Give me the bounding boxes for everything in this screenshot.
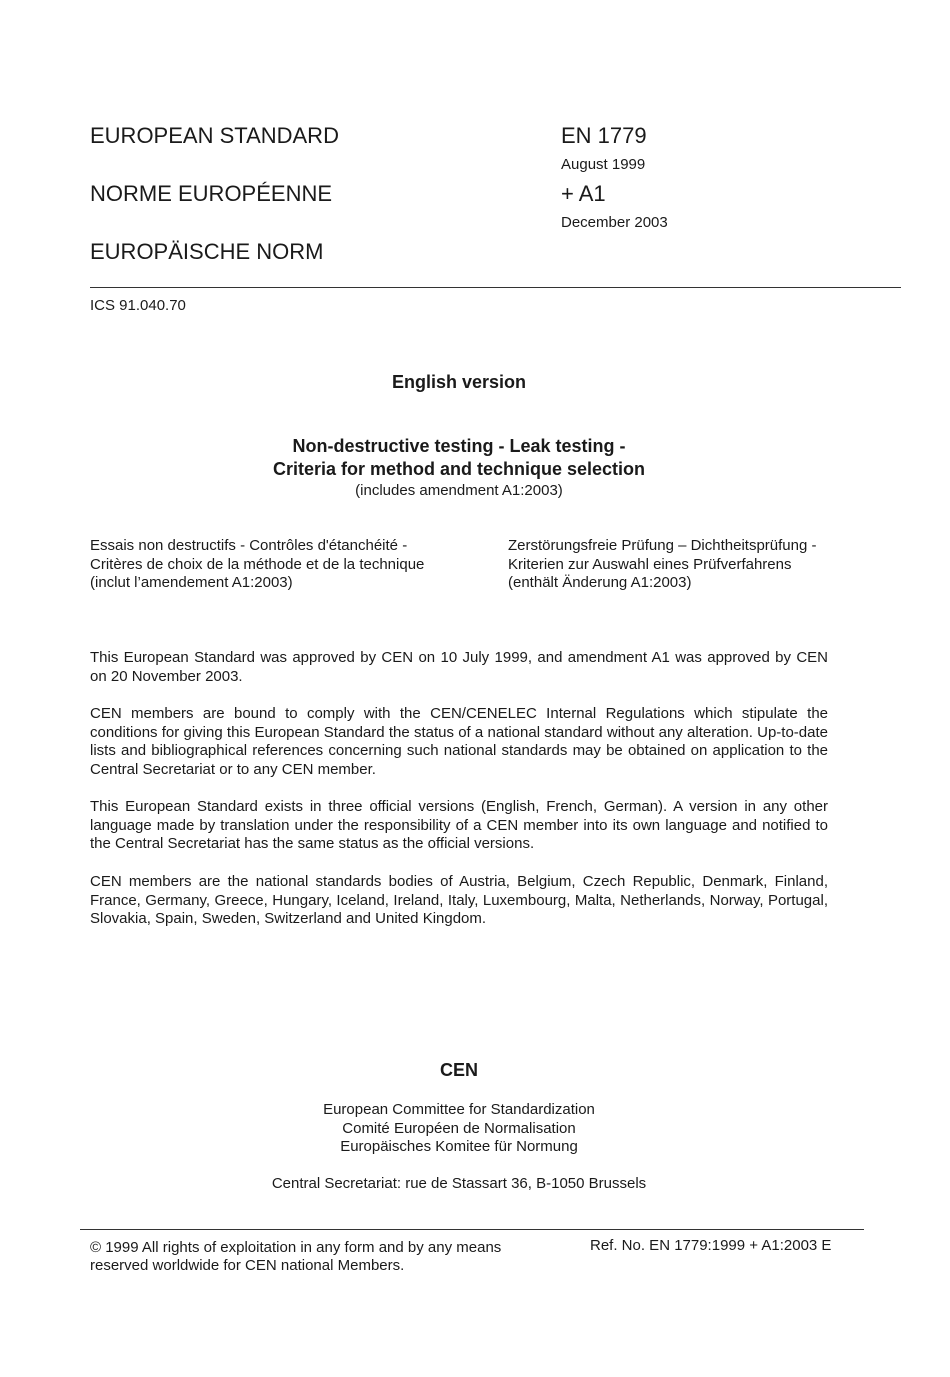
title-german: EUROPÄISCHE NORM <box>90 239 324 264</box>
amendment-label: + A1 <box>561 181 606 206</box>
amendment-date: December 2003 <box>561 214 668 231</box>
compliance-paragraph: CEN members are bound to comply with the CEN/CENELEC Internal Regulations which stipulate the conditions for giving this European Standard the status of a national standard without any alteration. Up-to-date lists and bibliographical references concerning such national standards may be obtained on application to the Central Secretariat or to any CEN member. <box>90 705 828 778</box>
french-title-line: Essais non destructifs - Contrôles d'étanchéité - <box>90 537 408 554</box>
footer-divider <box>80 1229 864 1230</box>
version-label: English version <box>391 372 527 392</box>
standard-number: EN 1779 <box>561 123 647 148</box>
cen-name-german: Europäisches Komitee für Normung <box>340 1138 578 1155</box>
ics-code: ICS 91.040.70 <box>90 297 186 314</box>
copyright-line: © 1999 All rights of exploitation in any form and by any means <box>90 1239 502 1256</box>
amendment-note: (includes amendment A1:2003) <box>355 482 563 499</box>
french-title-line: Critères de choix de la méthode et de la technique <box>90 555 425 573</box>
german-title-line: (enthält Änderung A1:2003) <box>508 574 692 592</box>
french-title-line: (inclut l’amendement A1:2003) <box>90 574 293 592</box>
cen-name-french: Comité Européen de Normalisation <box>342 1120 576 1137</box>
standard-date: August 1999 <box>561 156 646 173</box>
members-paragraph: CEN members are the national standards bodies of Austria, Belgium, Czech Republic, Denmark, Finland, France, Germany, Greece, Hungary, Iceland, Ireland, Italy, Luxembourg, Malta, Netherlands, Norway, Portugal, Slovakia, Spain, Sweden, Switzerland and United Kingdom. <box>90 873 828 928</box>
german-title-block <box>508 537 817 593</box>
title-english: EUROPEAN STANDARD <box>90 123 339 148</box>
approval-paragraph: This European Standard was approved by CEN on 10 July 1999, and amendment A1 was approved by CEN on 20 November 2003. <box>90 649 828 685</box>
german-title-line: Kriterien zur Auswahl eines Prüfverfahrens <box>508 555 792 573</box>
copyright-line: reserved worldwide for CEN national Members. <box>90 1257 405 1274</box>
title-french: NORME EUROPÉENNE <box>90 181 333 206</box>
versions-paragraph: This European Standard exists in three official versions (English, French, German). A version in any other language made by translation under the responsibility of a CEN member into its own language and notified to the Central Secretariat has the same status as the official versions. <box>90 798 828 853</box>
cen-acronym: CEN <box>439 1060 478 1080</box>
document-title-line2: Criteria for method and technique selection <box>272 459 646 479</box>
french-title-block <box>90 537 424 593</box>
reference-number: Ref. No. EN 1779:1999 + A1:2003 E <box>590 1237 832 1254</box>
german-title-line: Zerstörungsfreie Prüfung – Dichtheitsprüfung - <box>508 537 817 554</box>
cen-name-english: European Committee for Standardization <box>323 1101 595 1118</box>
document-title-line1: Non-destructive testing - Leak testing - <box>292 436 626 456</box>
header-divider <box>90 287 901 288</box>
cen-secretariat-address: Central Secretariat: rue de Stassart 36, B-1050 Brussels <box>271 1175 647 1192</box>
